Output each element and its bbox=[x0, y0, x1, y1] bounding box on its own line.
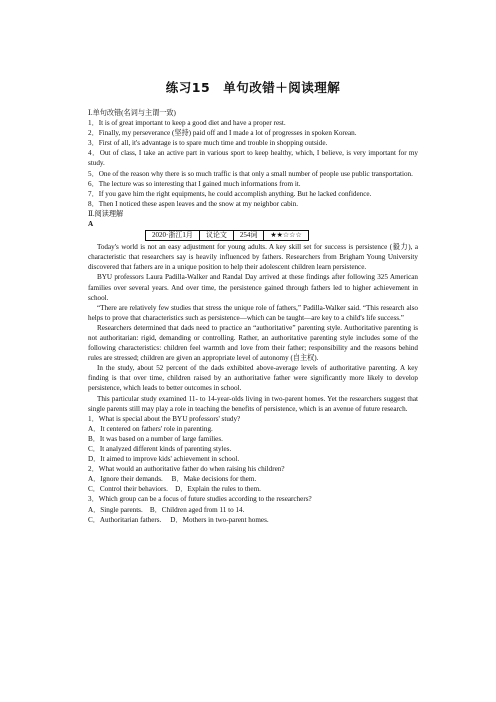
sentence-item: 4．Out of class, I take an active part in various sport to keep healthy, which, I believe, is very important for my study. bbox=[88, 149, 418, 168]
sentence-item: 7．If you gave him the right equipments, he could accomplish anything. But he lacked confidence. bbox=[88, 189, 372, 198]
question-stem: 1．What is special about the BYU professors' study? bbox=[88, 414, 241, 423]
question-stem: 3．Which group can be a focus of future studies according to the researchers? bbox=[88, 495, 312, 504]
section-heading-reading: Ⅱ.阅读理解 bbox=[88, 209, 124, 218]
sentence-item: 2．Finally, my perseverance (坚持) paid off and I made a lot of progresses in spoken Korean. bbox=[88, 129, 357, 138]
section-heading-error-correction: Ⅰ.单句改错(名词与主谓一致) bbox=[88, 109, 176, 117]
question-option: A．It centered on fathers' role in parenting. bbox=[88, 424, 213, 433]
page-title: 练习15 单句改错＋阅读理解 bbox=[165, 80, 341, 95]
passage-paragraph: Researchers determined that dads need to practice an “authoritative” parenting style. Authoritative parenting is not authoritarian: rigid, demanding or controlling. Rather, an authoritative parenting style includes some of the following characteristics: children feel warmth and love from their father; responsibility and the reasons behind rules are stressed; children are given an appropriate level of autonomy (自主权). bbox=[88, 323, 418, 363]
info-source: 2020·浙江1月 bbox=[146, 231, 200, 241]
worksheet-body bbox=[88, 108, 418, 525]
passage-paragraph: This particular study examined 11- to 14-year-olds living in two-parent homes. Yet the researchers suggest that single parents still may play a role in teaching the benefits of persistence, which is an avenue of future research. bbox=[88, 394, 418, 413]
question-option: D．It aimed to improve kids' achievement in school. bbox=[88, 455, 240, 464]
question-option: C．Control their behaviors. D．Explain the rules to them. bbox=[88, 485, 261, 494]
passage-paragraph: In the study, about 52 percent of the dads exhibited above-average levels of authoritative parenting. A key finding is that over time, children raised by an authoritative father were significantly more likely to develop persistence, which leads to better outcomes in school. bbox=[88, 364, 418, 393]
info-genre: 议论文 bbox=[199, 231, 233, 241]
question-option: A．Ignore their demands. B．Make decisions for them. bbox=[88, 475, 257, 484]
sentence-item: 8．Then I noticed these aspen leaves and the snow at my neighbor cabin. bbox=[88, 199, 298, 208]
info-word-count: 254词 bbox=[233, 231, 264, 241]
sentence-item: 5．One of the reason why there is so much traffic is that only a small number of people use public transportation. bbox=[88, 169, 413, 178]
sentence-item: 3．First of all, it's advantage is to spare much time and trouble in shopping outside. bbox=[88, 139, 328, 148]
question-option: B．It was based on a number of large families. bbox=[88, 434, 223, 443]
passage-info-table bbox=[145, 230, 309, 241]
question-option: A．Single parents. B．Children aged from 11 to 14. bbox=[88, 505, 245, 514]
sentence-item: 6．The lecture was so interesting that I gained much informations from it. bbox=[88, 179, 301, 188]
passage-paragraph: Today's world is not an easy adjustment for young adults. A key skill set for success is persistence (毅力), a characteristic that researchers say is heavily influenced by fathers. Researchers from Brigham Young University discovered that fathers are in a unique position to help their adolescent children learn persistence. bbox=[88, 243, 418, 272]
passage-paragraph: BYU professors Laura Padilla-Walker and Randal Day arrived at these findings after following 325 American families over several years. And over time, the persistence gained through fathers led to higher achievement in school. bbox=[88, 273, 418, 302]
passage-paragraph: “There are relatively few studies that stress the unique role of fathers,” Padilla-Walker said. “This research also helps to prove that characteristics such as persistence—which can be taught—are key to a child's life success.” bbox=[88, 303, 418, 322]
passage-label: A bbox=[88, 220, 94, 229]
question-option: C．Authoritarian fathers. D．Mothers in two-parent homes. bbox=[88, 515, 269, 524]
sentence-item: 1．It is of great important to keep a good diet and have a proper rest. bbox=[88, 119, 286, 128]
question-stem: 2．What would an authoritative father do when raising his children? bbox=[88, 465, 285, 474]
info-difficulty-stars: ★★☆☆☆ bbox=[264, 231, 308, 241]
question-option: C．It analyzed different kinds of parenting styles. bbox=[88, 445, 232, 453]
